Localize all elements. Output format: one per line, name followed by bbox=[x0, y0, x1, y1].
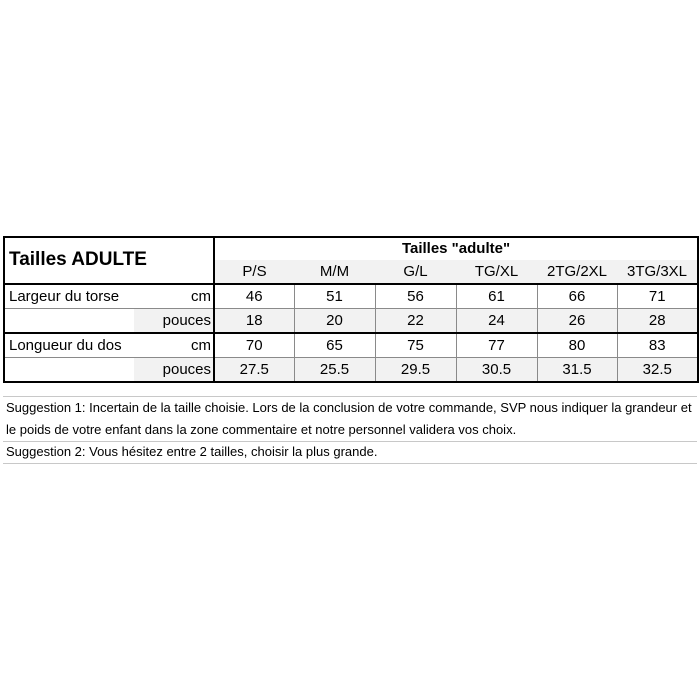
column-header: TG/XL bbox=[456, 260, 537, 284]
table-cell: 28 bbox=[617, 309, 698, 334]
column-header: M/M bbox=[294, 260, 375, 284]
table-cell: 29.5 bbox=[375, 358, 456, 383]
unit-label: pouces bbox=[134, 358, 214, 383]
column-header: 2TG/2XL bbox=[537, 260, 617, 284]
table-cell: 25.5 bbox=[294, 358, 375, 383]
table-cell: 22 bbox=[375, 309, 456, 334]
suggestion-note-1: Suggestion 1: Incertain de la taille choisie. Lors de la conclusion de votre commande, SVP nous indiquer la grandeur et le poids de votre enfant dans la zone commentaire et notre personnel validera vos choix. bbox=[3, 396, 697, 442]
table-cell: 65 bbox=[294, 333, 375, 358]
table-cell: 75 bbox=[375, 333, 456, 358]
table-cell: 66 bbox=[537, 284, 617, 309]
table-cell: 18 bbox=[214, 309, 294, 334]
row-label: Longueur du dos bbox=[4, 333, 134, 358]
table-title: Tailles ADULTE bbox=[4, 237, 214, 284]
table-cell: 46 bbox=[214, 284, 294, 309]
table-cell: 31.5 bbox=[537, 358, 617, 383]
table-cell: 70 bbox=[214, 333, 294, 358]
column-header: G/L bbox=[375, 260, 456, 284]
unit-label: cm bbox=[134, 333, 214, 358]
table-cell: 56 bbox=[375, 284, 456, 309]
table-cell: 80 bbox=[537, 333, 617, 358]
table-cell: 30.5 bbox=[456, 358, 537, 383]
suggestion-note-2: Suggestion 2: Vous hésitez entre 2 tailles, choisir la plus grande. bbox=[3, 441, 697, 464]
table-cell: 51 bbox=[294, 284, 375, 309]
table-row bbox=[4, 358, 698, 383]
column-header: P/S bbox=[214, 260, 294, 284]
unit-label: pouces bbox=[134, 309, 214, 334]
table-cell: 32.5 bbox=[617, 358, 698, 383]
table-cell: 83 bbox=[617, 333, 698, 358]
table-cell: 71 bbox=[617, 284, 698, 309]
table-cell: 24 bbox=[456, 309, 537, 334]
table-cell: 26 bbox=[537, 309, 617, 334]
row-label bbox=[4, 358, 134, 383]
row-label: Largeur du torse bbox=[4, 284, 134, 309]
table-row bbox=[4, 284, 698, 309]
table-cell: 77 bbox=[456, 333, 537, 358]
table-cell: 61 bbox=[456, 284, 537, 309]
table-row bbox=[4, 333, 698, 358]
table-row bbox=[4, 309, 698, 334]
group-header: Tailles "adulte" bbox=[401, 240, 511, 257]
table-cell: 27.5 bbox=[214, 358, 294, 383]
table-cell: 20 bbox=[294, 309, 375, 334]
row-label bbox=[4, 309, 134, 334]
unit-label: cm bbox=[134, 284, 214, 309]
size-chart-table bbox=[3, 236, 699, 383]
column-header: 3TG/3XL bbox=[617, 260, 698, 284]
